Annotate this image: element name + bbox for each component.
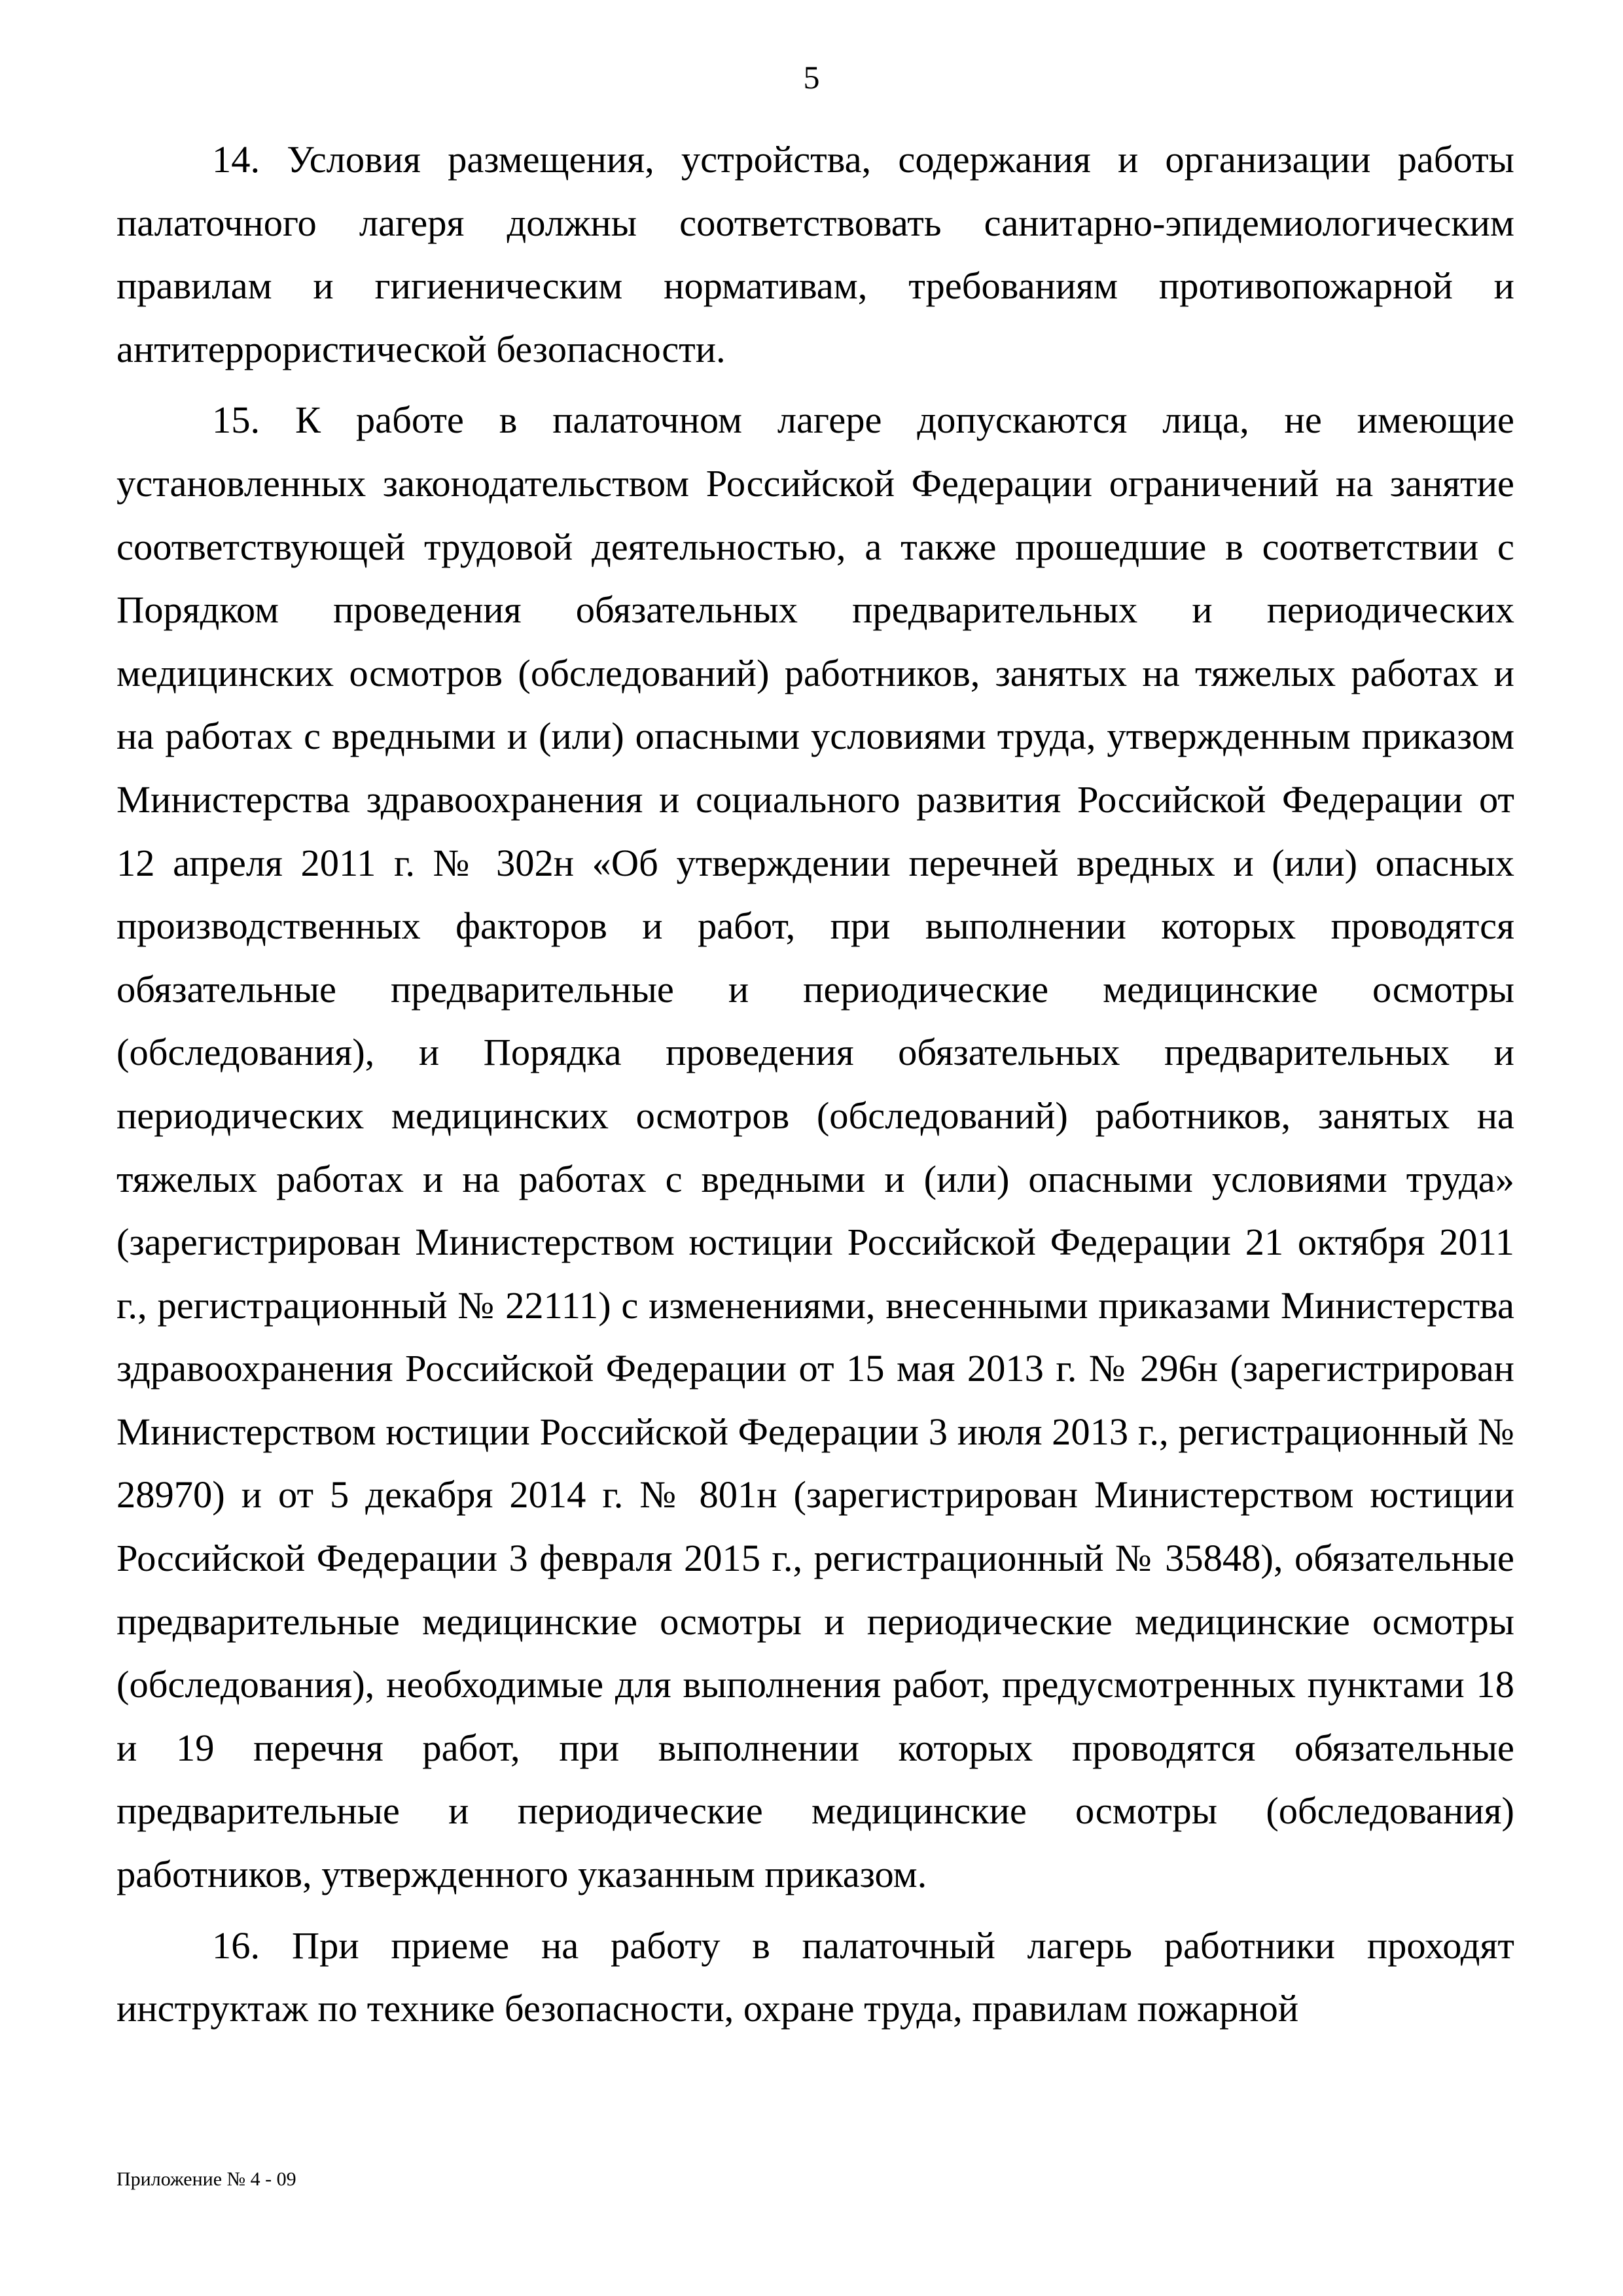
paragraph-16: 16. При приеме на работу в палаточный лагерь работники проходят инструктаж по технике безопасности, охране труда, правилам пожарной <box>116 1924 1514 2030</box>
paragraph-15: 15. К работе в палаточном лагере допускаются лица, не имеющие установленных законодательством Российской Федерации ограничений на занятие соответствующей трудовой деятельностью, а также прошедшие в соответствии с Порядком проведения обязательных предварительных и периодических медицинских осмотров (обследований) работников, занятых на тяжелых работах и на работах с вредными и (или) опасными условиями труда, утвержденным приказом Министерства здравоохранения и социального развития Российской Федерации от 12 апреля 2011 г. № 302н «Об утверждении перечней вредных и (или) опасных производственных факторов и работ, при выполнении которых проводятся обязательные предварительные и периодические медицинские осмотры (обследования), и Порядка проведения обязательных предварительных и периодических медицинских осмотров (обследований) работников, занятых на тяжелых работах и на работах с вредными и (или) опасными условиями труда» (зарегистрирован Министерством юстиции Российской Федерации 21 октября 2011 г., регистрационный № 22111) с изменениями, внесенными приказами Министерства здравоохранения Российской Федерации от 15 мая 2013 г. № 296н (зарегистрирован Министерством юстиции Российской Федерации 3 июля 2013 г., регистрационный № 28970) и от 5 декабря 2014 г. № 801н (зарегистрирован Министерством юстиции Российской Федерации 3 февраля 2015 г., регистрационный № 35848), обязательные предварительные медицинские осмотры и периодические медицинские осмотры (обследования), необходимые для выполнения работ, предусмотренных пунктами 18 и 19 перечня работ, при выполнении которых проводятся обязательные предварительные и периодические медицинские осмотры (обследования) работников, утвержденного указанным приказом. <box>116 399 1514 1896</box>
document-body <box>116 128 1514 2041</box>
footer-appendix-label: Приложение № 4 - 09 <box>116 2168 296 2190</box>
paragraph-14: 14. Условия размещения, устройства, содержания и организации работы палаточного лагеря должны соответствовать санитарно-эпидемиологическим правилам и гигиеническим нормативам, требованиям противопожарной и антитеррористической безопасности. <box>116 138 1514 370</box>
page-number: 5 <box>803 59 820 96</box>
